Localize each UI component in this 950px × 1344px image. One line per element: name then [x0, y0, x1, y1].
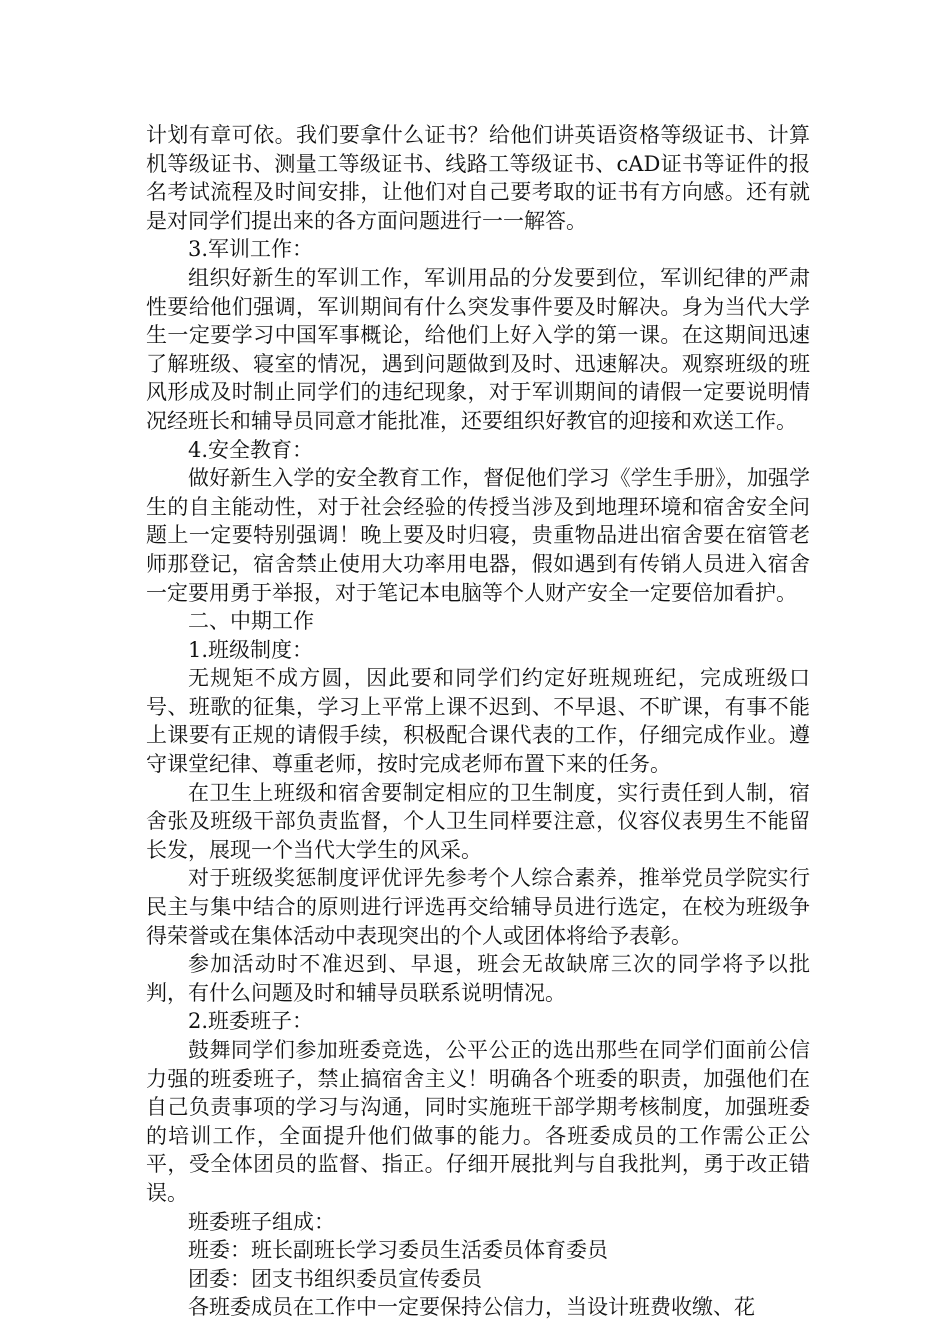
paragraph-safety-education: 做好新生入学的安全教育工作，督促他们学习《学生手册》，加强学生的自主能动性，对于社会经验的传授当涉及到地理环境和宿舍安全问题上一定要特别强调！晚上要及时归寝，贵重物品进出宿舍要在宿管老师那登记，宿舍禁止使用大功率用电器，假如遇到有传销人员进入宿舍一定要用勇于举报，对于笔记本电脑等个人财产安全一定要倍加看护。 — [146, 466, 810, 605]
heading-safety-education: 4.安全教育： — [188, 437, 314, 462]
paragraph-committee-election: 鼓舞同学们参加班委竞选，公平公正的选出那些在同学们面前公信力强的班委班子，禁止搞宿舍主义！明确各个班委的职责，加强他们在自己负责事项的学习与沟通，同时实施班干部学期考核制度，加强班委的培训工作，全面提升他们做事的能力。各班委成员的工作需公正公平，受全体团员的监督、指正。仔细开展批判与自我批判，勇于改正错误。 — [146, 1038, 810, 1205]
paragraph-military-training: 组织好新生的军训工作，军训用品的分发要到位，军训纪律的严肃性要给他们强调，军训期间有什么突发事件要及时解决。身为当代大学生一定要学习中国军事概论，给他们上好入学的第一课。在这期间迅速了解班级、寝室的情况，遇到问题做到及时、迅速解决。观察班级的班风形成及时制止同学们的违纪现象，对于军训期间的请假一定要说明情况经班长和辅导员同意才能批准，还要组织好教官的迎接和欢送工作。 — [146, 265, 810, 433]
heading-class-committee: 2.班委班子： — [188, 1009, 314, 1034]
heading-midterm-work: 二、中期工作 — [188, 609, 314, 634]
heading-military-training: 3.军训工作： — [188, 237, 314, 262]
line-class-committee-members: 班委：班长副班长学习委员生活委员体育委员 — [188, 1238, 608, 1263]
paragraph-committee-credibility: 各班委成员在工作中一定要保持公信力，当设计班费收缴、花 — [188, 1295, 755, 1320]
paragraph-attendance: 参加活动时不准迟到、早退，班会无故缺席三次的同学将予以批判，有什么问题及时和辅导员联系说明情况。 — [146, 952, 810, 1005]
document-body — [146, 121, 810, 1322]
line-league-committee-members: 团委：团支书组织委员宣传委员 — [188, 1266, 482, 1291]
paragraph-rewards: 对于班级奖惩制度评优评先参考个人综合素养，推举党员学院实行民主与集中结合的原则进行评选再交给辅导员进行选定，在校为班级争得荣誉或在集体活动中表现突出的个人或团体将给予表彰。 — [146, 866, 810, 948]
heading-committee-composition: 班委班子组成： — [188, 1209, 335, 1234]
paragraph-certificates-intro: 计划有章可依。我们要拿什么证书？给他们讲英语资格等级证书、计算机等级证书、测量工等级证书、线路工等级证书、cAD证书等证件的报名考试流程及时间安排，让他们对自己要考取的证书有方向感。还有就是对同学们提出来的各方面问题进行一一解答。 — [146, 123, 810, 233]
paragraph-class-rules: 无规矩不成方圆，因此要和同学们约定好班规班纪，完成班级口号、班歌的征集，学习上平常上课不迟到、不早退、不旷课，有事不能上课要有正规的请假手续，积极配合课代表的工作，仔细完成作业。遵守课堂纪律、尊重老师，按时完成老师布置下来的任务。 — [146, 666, 810, 777]
paragraph-hygiene: 在卫生上班级和宿舍要制定相应的卫生制度，实行责任到人制，宿舍张及班级干部负责监督，个人卫生同样要注意，仪容仪表男生不能留长发，展现一个当代大学生的风采。 — [146, 780, 810, 862]
heading-class-system: 1.班级制度： — [188, 637, 314, 662]
